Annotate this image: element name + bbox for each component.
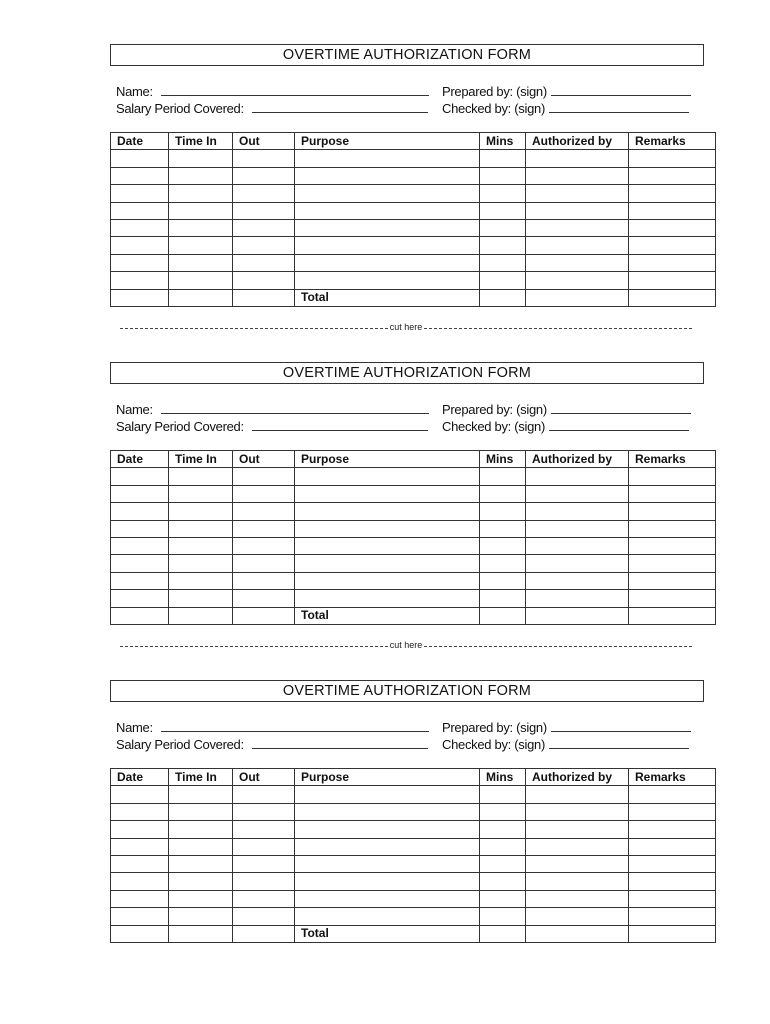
table-cell[interactable] xyxy=(295,150,480,167)
table-row xyxy=(111,202,716,219)
table-cell[interactable] xyxy=(526,503,629,520)
table-cell[interactable] xyxy=(629,219,716,236)
dash-line xyxy=(424,646,692,647)
table-cell[interactable] xyxy=(526,289,629,306)
table-row xyxy=(111,555,716,572)
table-cell[interactable] xyxy=(111,520,169,537)
table-cell[interactable] xyxy=(233,202,295,219)
name-line[interactable] xyxy=(161,719,429,732)
total-label: Total xyxy=(295,925,480,942)
table-cell[interactable] xyxy=(111,202,169,219)
table-row xyxy=(111,485,716,502)
table-cell[interactable] xyxy=(526,219,629,236)
table-cell[interactable] xyxy=(480,537,526,554)
table-cell[interactable] xyxy=(169,908,233,925)
table-cell[interactable] xyxy=(480,167,526,184)
table-cell[interactable] xyxy=(526,485,629,502)
table-cell[interactable] xyxy=(295,185,480,202)
table-cell[interactable] xyxy=(111,821,169,838)
name-label: Name: xyxy=(116,84,153,99)
table-cell[interactable] xyxy=(480,150,526,167)
table-cell[interactable] xyxy=(169,254,233,271)
table-cell[interactable] xyxy=(629,855,716,872)
table-cell[interactable] xyxy=(111,272,169,289)
name-label: Name: xyxy=(116,720,153,735)
prepared-by-line[interactable] xyxy=(551,401,691,414)
table-cell[interactable] xyxy=(169,272,233,289)
table-cell[interactable] xyxy=(169,520,233,537)
col-header-remarks: Remarks xyxy=(629,451,716,468)
total-mins-cell[interactable] xyxy=(480,925,526,942)
table-cell[interactable] xyxy=(629,503,716,520)
table-cell[interactable] xyxy=(233,590,295,607)
checked-by-field xyxy=(442,418,689,435)
table-row xyxy=(111,272,716,289)
table-cell[interactable] xyxy=(295,590,480,607)
col-header-purpose: Purpose xyxy=(295,769,480,786)
salary-period-field xyxy=(116,418,428,435)
table-cell[interactable] xyxy=(480,821,526,838)
table-cell[interactable] xyxy=(629,485,716,502)
table-cell[interactable] xyxy=(169,219,233,236)
cut-here-label: cut here xyxy=(389,640,423,650)
total-mins-cell[interactable] xyxy=(480,289,526,306)
table-cell[interactable] xyxy=(111,485,169,502)
dash-line xyxy=(120,646,388,647)
table-cell[interactable] xyxy=(480,272,526,289)
table-cell[interactable] xyxy=(295,803,480,820)
table-cell[interactable] xyxy=(233,786,295,803)
table-cell[interactable] xyxy=(295,821,480,838)
salary-period-label: Salary Period Covered: xyxy=(116,737,244,752)
total-label: Total xyxy=(295,289,480,306)
table-cell[interactable] xyxy=(526,855,629,872)
table-cell[interactable] xyxy=(233,821,295,838)
table-row xyxy=(111,786,716,803)
prepared-by-label: Prepared by: (sign) xyxy=(442,402,547,417)
table-row xyxy=(111,167,716,184)
table-row xyxy=(111,150,716,167)
salary-period-field xyxy=(116,100,428,117)
table-cell[interactable] xyxy=(629,237,716,254)
table-cell[interactable] xyxy=(169,572,233,589)
table-total-row xyxy=(111,289,716,306)
col-header-date: Date xyxy=(111,769,169,786)
table-cell[interactable] xyxy=(629,890,716,907)
table-cell[interactable] xyxy=(526,237,629,254)
table-cell[interactable] xyxy=(233,572,295,589)
table-cell[interactable] xyxy=(480,572,526,589)
checked-by-field xyxy=(442,100,689,117)
table-row xyxy=(111,908,716,925)
table-cell[interactable] xyxy=(169,485,233,502)
table-cell[interactable] xyxy=(233,803,295,820)
name-line[interactable] xyxy=(161,83,429,96)
dash-line xyxy=(120,328,388,329)
table-cell[interactable] xyxy=(111,838,169,855)
table-cell[interactable] xyxy=(629,803,716,820)
col-header-date: Date xyxy=(111,451,169,468)
table-cell[interactable] xyxy=(629,838,716,855)
table-cell[interactable] xyxy=(295,167,480,184)
table-row xyxy=(111,219,716,236)
table-cell[interactable] xyxy=(480,185,526,202)
table-cell[interactable] xyxy=(526,167,629,184)
col-header-mins: Mins xyxy=(480,451,526,468)
name-field xyxy=(116,401,429,418)
table-cell[interactable] xyxy=(480,237,526,254)
table-cell[interactable] xyxy=(526,838,629,855)
overtime-table xyxy=(110,132,716,307)
table-cell[interactable] xyxy=(169,150,233,167)
name-label: Name: xyxy=(116,402,153,417)
salary-period-line[interactable] xyxy=(252,418,428,431)
table-cell[interactable] xyxy=(169,607,233,624)
form-title: OVERTIME AUTHORIZATION FORM xyxy=(110,680,704,702)
table-cell[interactable] xyxy=(295,468,480,485)
table-cell[interactable] xyxy=(169,873,233,890)
overtime-form-1 xyxy=(0,44,770,344)
prepared-by-field xyxy=(442,83,691,100)
table-cell[interactable] xyxy=(629,254,716,271)
table-cell[interactable] xyxy=(111,503,169,520)
checked-by-label: Checked by: (sign) xyxy=(442,101,545,116)
table-row xyxy=(111,185,716,202)
table-header-row xyxy=(111,133,716,150)
cut-here-label: cut here xyxy=(389,322,423,332)
overtime-table xyxy=(110,768,716,943)
table-cell[interactable] xyxy=(629,150,716,167)
table-cell[interactable] xyxy=(233,873,295,890)
col-header-out: Out xyxy=(233,769,295,786)
col-header-mins: Mins xyxy=(480,769,526,786)
table-cell[interactable] xyxy=(233,485,295,502)
col-header-time-in: Time In xyxy=(169,451,233,468)
salary-period-line[interactable] xyxy=(252,100,428,113)
table-cell[interactable] xyxy=(111,890,169,907)
total-label: Total xyxy=(295,607,480,624)
table-cell[interactable] xyxy=(629,925,716,942)
table-cell[interactable] xyxy=(629,572,716,589)
table-cell[interactable] xyxy=(233,855,295,872)
table-cell[interactable] xyxy=(480,254,526,271)
col-header-date: Date xyxy=(111,133,169,150)
table-cell[interactable] xyxy=(111,607,169,624)
col-header-authorized-by: Authorized by xyxy=(526,133,629,150)
table-cell[interactable] xyxy=(526,572,629,589)
table-cell[interactable] xyxy=(295,520,480,537)
table-cell[interactable] xyxy=(169,925,233,942)
table-total-row xyxy=(111,925,716,942)
table-cell[interactable] xyxy=(233,555,295,572)
table-cell[interactable] xyxy=(111,237,169,254)
table-cell[interactable] xyxy=(169,468,233,485)
checked-by-line[interactable] xyxy=(549,100,689,113)
salary-period-label: Salary Period Covered: xyxy=(116,419,244,434)
table-cell[interactable] xyxy=(526,786,629,803)
table-cell[interactable] xyxy=(480,873,526,890)
table-cell[interactable] xyxy=(526,590,629,607)
table-cell[interactable] xyxy=(526,925,629,942)
table-cell[interactable] xyxy=(295,908,480,925)
table-row xyxy=(111,821,716,838)
table-cell[interactable] xyxy=(295,254,480,271)
table-cell[interactable] xyxy=(295,537,480,554)
table-cell[interactable] xyxy=(169,202,233,219)
table-cell[interactable] xyxy=(480,890,526,907)
prepared-by-line[interactable] xyxy=(551,719,691,732)
table-cell[interactable] xyxy=(233,503,295,520)
table-cell[interactable] xyxy=(526,150,629,167)
prepared-by-label: Prepared by: (sign) xyxy=(442,720,547,735)
table-cell[interactable] xyxy=(480,908,526,925)
table-cell[interactable] xyxy=(526,520,629,537)
table-cell[interactable] xyxy=(480,503,526,520)
table-cell[interactable] xyxy=(480,202,526,219)
table-cell[interactable] xyxy=(629,202,716,219)
table-cell[interactable] xyxy=(526,890,629,907)
table-cell[interactable] xyxy=(233,150,295,167)
overtime-table xyxy=(110,450,716,625)
table-cell[interactable] xyxy=(629,537,716,554)
col-header-purpose: Purpose xyxy=(295,133,480,150)
table-cell[interactable] xyxy=(629,590,716,607)
table-cell[interactable] xyxy=(111,590,169,607)
total-mins-cell[interactable] xyxy=(480,607,526,624)
table-cell[interactable] xyxy=(169,185,233,202)
table-cell[interactable] xyxy=(233,537,295,554)
table-row xyxy=(111,803,716,820)
table-cell[interactable] xyxy=(526,254,629,271)
table-cell[interactable] xyxy=(111,254,169,271)
table-cell[interactable] xyxy=(526,468,629,485)
table-cell[interactable] xyxy=(111,925,169,942)
table-header-row xyxy=(111,451,716,468)
table-cell[interactable] xyxy=(295,786,480,803)
table-cell[interactable] xyxy=(295,503,480,520)
table-row xyxy=(111,503,716,520)
table-cell[interactable] xyxy=(480,555,526,572)
table-cell[interactable] xyxy=(169,821,233,838)
table-cell[interactable] xyxy=(629,272,716,289)
table-cell[interactable] xyxy=(526,555,629,572)
table-cell[interactable] xyxy=(111,572,169,589)
table-cell[interactable] xyxy=(169,890,233,907)
table-header-row xyxy=(111,769,716,786)
table-cell[interactable] xyxy=(233,254,295,271)
table-cell[interactable] xyxy=(526,607,629,624)
col-header-remarks: Remarks xyxy=(629,133,716,150)
table-cell[interactable] xyxy=(629,468,716,485)
table-cell[interactable] xyxy=(233,890,295,907)
table-cell[interactable] xyxy=(111,555,169,572)
table-cell[interactable] xyxy=(169,503,233,520)
table-cell[interactable] xyxy=(480,786,526,803)
table-cell[interactable] xyxy=(629,607,716,624)
prepared-by-field xyxy=(442,719,691,736)
table-cell[interactable] xyxy=(480,468,526,485)
table-cell[interactable] xyxy=(295,572,480,589)
table-cell[interactable] xyxy=(233,925,295,942)
table-cell[interactable] xyxy=(169,237,233,254)
table-cell[interactable] xyxy=(169,590,233,607)
table-row xyxy=(111,520,716,537)
table-cell[interactable] xyxy=(629,185,716,202)
table-cell[interactable] xyxy=(526,272,629,289)
overtime-form-2 xyxy=(0,362,770,662)
salary-period-line[interactable] xyxy=(252,736,428,749)
table-cell[interactable] xyxy=(233,468,295,485)
checked-by-field xyxy=(442,736,689,753)
table-row xyxy=(111,890,716,907)
table-cell[interactable] xyxy=(233,185,295,202)
col-header-authorized-by: Authorized by xyxy=(526,769,629,786)
table-cell[interactable] xyxy=(480,590,526,607)
salary-period-label: Salary Period Covered: xyxy=(116,101,244,116)
table-cell[interactable] xyxy=(111,855,169,872)
table-cell[interactable] xyxy=(526,803,629,820)
table-cell[interactable] xyxy=(233,908,295,925)
table-cell[interactable] xyxy=(526,202,629,219)
table-cell[interactable] xyxy=(629,873,716,890)
table-cell[interactable] xyxy=(169,537,233,554)
table-cell[interactable] xyxy=(233,838,295,855)
prepared-by-label: Prepared by: (sign) xyxy=(442,84,547,99)
table-cell[interactable] xyxy=(295,237,480,254)
table-cell[interactable] xyxy=(169,803,233,820)
table-row xyxy=(111,590,716,607)
prepared-by-line[interactable] xyxy=(551,83,691,96)
table-cell[interactable] xyxy=(480,855,526,872)
table-cell[interactable] xyxy=(233,520,295,537)
form-title: OVERTIME AUTHORIZATION FORM xyxy=(110,362,704,384)
table-cell[interactable] xyxy=(629,289,716,306)
checked-by-label: Checked by: (sign) xyxy=(442,737,545,752)
table-cell[interactable] xyxy=(526,821,629,838)
table-row xyxy=(111,537,716,554)
table-cell[interactable] xyxy=(480,219,526,236)
table-row xyxy=(111,237,716,254)
table-cell[interactable] xyxy=(111,537,169,554)
col-header-purpose: Purpose xyxy=(295,451,480,468)
table-cell[interactable] xyxy=(629,908,716,925)
table-cell[interactable] xyxy=(233,272,295,289)
table-row xyxy=(111,855,716,872)
table-cell[interactable] xyxy=(233,237,295,254)
table-cell[interactable] xyxy=(480,520,526,537)
table-cell[interactable] xyxy=(295,555,480,572)
col-header-remarks: Remarks xyxy=(629,769,716,786)
table-cell[interactable] xyxy=(526,908,629,925)
table-cell[interactable] xyxy=(233,607,295,624)
table-total-row xyxy=(111,607,716,624)
table-cell[interactable] xyxy=(111,150,169,167)
checked-by-line[interactable] xyxy=(549,736,689,749)
table-cell[interactable] xyxy=(295,855,480,872)
table-cell[interactable] xyxy=(526,537,629,554)
table-cell[interactable] xyxy=(111,468,169,485)
table-cell[interactable] xyxy=(526,873,629,890)
col-header-authorized-by: Authorized by xyxy=(526,451,629,468)
table-cell[interactable] xyxy=(295,202,480,219)
prepared-by-field xyxy=(442,401,691,418)
table-cell[interactable] xyxy=(295,272,480,289)
table-cell[interactable] xyxy=(295,485,480,502)
name-line[interactable] xyxy=(161,401,429,414)
table-cell[interactable] xyxy=(169,555,233,572)
col-header-out: Out xyxy=(233,451,295,468)
table-cell[interactable] xyxy=(111,167,169,184)
col-header-time-in: Time In xyxy=(169,133,233,150)
table-cell[interactable] xyxy=(111,803,169,820)
table-cell[interactable] xyxy=(111,219,169,236)
table-row xyxy=(111,254,716,271)
table-cell[interactable] xyxy=(111,185,169,202)
table-cell[interactable] xyxy=(295,838,480,855)
table-cell[interactable] xyxy=(526,185,629,202)
table-cell[interactable] xyxy=(169,289,233,306)
checked-by-line[interactable] xyxy=(549,418,689,431)
table-cell[interactable] xyxy=(629,821,716,838)
table-cell[interactable] xyxy=(480,485,526,502)
table-cell[interactable] xyxy=(169,786,233,803)
table-cell[interactable] xyxy=(233,167,295,184)
table-cell[interactable] xyxy=(629,555,716,572)
col-header-out: Out xyxy=(233,133,295,150)
table-cell[interactable] xyxy=(169,838,233,855)
table-row xyxy=(111,838,716,855)
table-cell[interactable] xyxy=(169,855,233,872)
table-row xyxy=(111,572,716,589)
table-cell[interactable] xyxy=(629,520,716,537)
table-cell[interactable] xyxy=(629,167,716,184)
salary-period-field xyxy=(116,736,428,753)
table-cell[interactable] xyxy=(111,908,169,925)
checked-by-label: Checked by: (sign) xyxy=(442,419,545,434)
table-cell[interactable] xyxy=(295,890,480,907)
table-cell[interactable] xyxy=(111,873,169,890)
table-cell[interactable] xyxy=(233,289,295,306)
col-header-time-in: Time In xyxy=(169,769,233,786)
cut-here-line-1 xyxy=(120,322,692,332)
cut-here-line-2 xyxy=(120,640,692,650)
dash-line xyxy=(424,328,692,329)
table-row xyxy=(111,873,716,890)
table-cell[interactable] xyxy=(295,873,480,890)
table-cell[interactable] xyxy=(111,289,169,306)
table-cell[interactable] xyxy=(629,786,716,803)
table-cell[interactable] xyxy=(295,219,480,236)
table-cell[interactable] xyxy=(111,786,169,803)
overtime-form-3 xyxy=(0,680,770,980)
table-row xyxy=(111,468,716,485)
table-cell[interactable] xyxy=(233,219,295,236)
col-header-mins: Mins xyxy=(480,133,526,150)
table-cell[interactable] xyxy=(480,838,526,855)
table-cell[interactable] xyxy=(480,803,526,820)
name-field xyxy=(116,83,429,100)
form-title: OVERTIME AUTHORIZATION FORM xyxy=(110,44,704,66)
name-field xyxy=(116,719,429,736)
table-cell[interactable] xyxy=(169,167,233,184)
